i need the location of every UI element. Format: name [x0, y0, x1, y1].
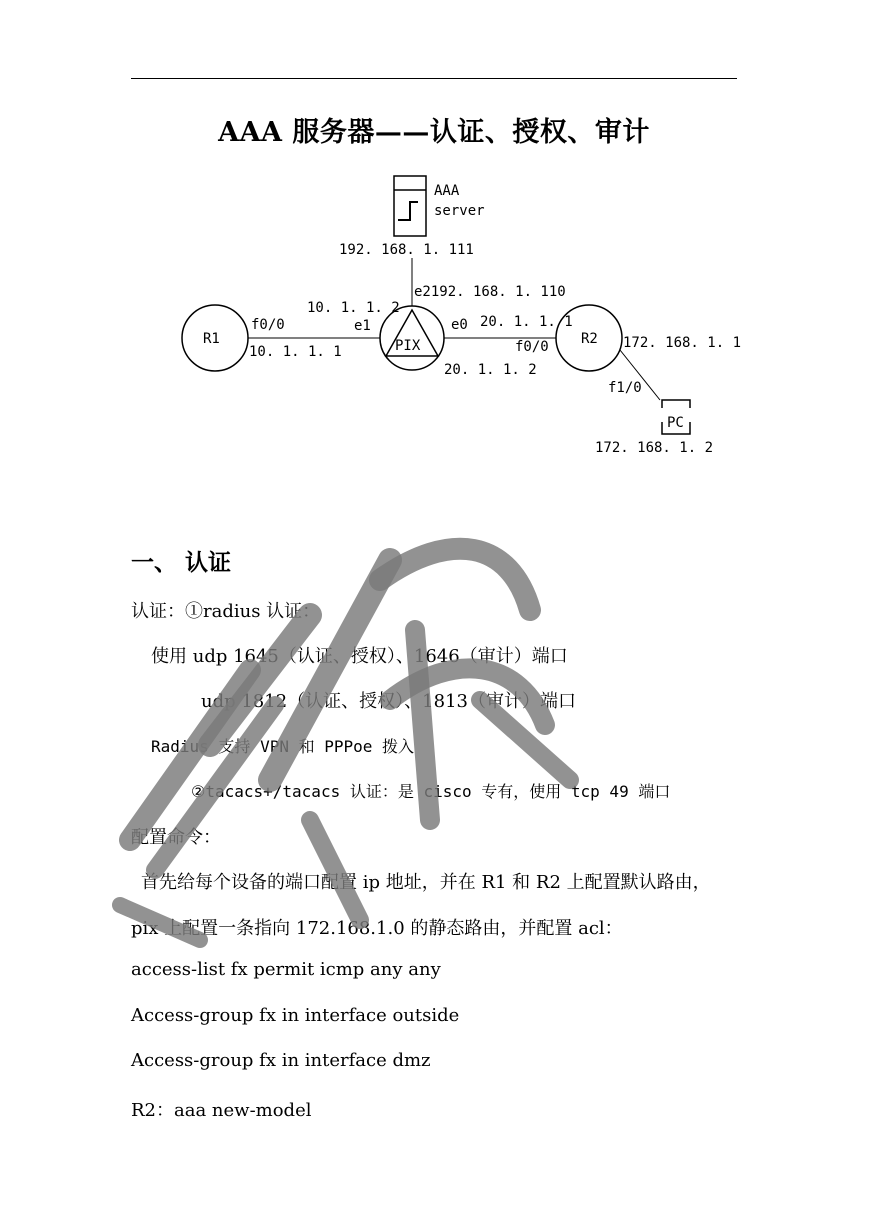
body-line-5: ②tacacs+/tacacs 认证：是 cisco 专有，使用 tcp 49 端口	[191, 782, 671, 801]
pix-e0-label: e0	[451, 317, 468, 333]
body-line-9: access-list fx permit icmp any any	[131, 959, 441, 980]
pix-e0-ip-label: 20. 1. 1. 2	[444, 362, 537, 378]
r2-f10-ip-label: 172. 168. 1. 1	[623, 335, 742, 351]
body-line-6: 配置命令：	[131, 827, 221, 848]
body-line-8: pix 上配置一条指向 172.168.1.0 的静态路由，并配置 acl：	[131, 918, 623, 939]
r1-port-label: f0/0	[251, 317, 285, 333]
body-line-3: udp 1812（认证、授权）、1813（审计）端口	[201, 691, 576, 712]
r2-f10-label: f1/0	[608, 380, 642, 396]
section-heading: 一、 认证	[131, 549, 232, 576]
pc-ip-label: 172. 168. 1. 2	[595, 440, 714, 456]
aaa-label-1: AAA	[434, 183, 460, 199]
pc-label: PC	[667, 415, 684, 431]
r1-label: R1	[203, 331, 220, 347]
page-title: AAA 服务器——认证、授权、审计	[218, 117, 650, 148]
aaa-server-icon	[394, 176, 426, 236]
body-line-10: Access-group fx in interface outside	[131, 1005, 460, 1026]
body-line-11: Access-group fx in interface dmz	[131, 1050, 431, 1071]
body-line-1: 认证：①radius 认证：	[131, 601, 321, 622]
r1-ip-label: 10. 1. 1. 1	[249, 344, 342, 360]
body-line-7: 首先给每个设备的端口配置 ip 地址，并在 R1 和 R2 上配置默认路由，	[141, 872, 711, 893]
pix-e1-label: e1	[354, 318, 371, 334]
aaa-ip-label: 192. 168. 1. 111	[339, 242, 474, 258]
r2-label: R2	[581, 331, 598, 347]
r2-f00-label: f0/0	[515, 339, 549, 355]
body-line-4: Radius 支持 VPN 和 PPPoe 拨入	[151, 737, 415, 756]
pix-e2-label: e2192. 168. 1. 110	[414, 284, 566, 300]
body-line-2: 使用 udp 1645（认证、授权）、1646（审计）端口	[151, 646, 568, 667]
r2-f00-ip-label: 20. 1. 1. 1	[480, 314, 573, 330]
body-line-12: R2：aaa new-model	[131, 1100, 312, 1121]
pix-label: PIX	[395, 338, 421, 354]
pix-e1-ip-label: 10. 1. 1. 2	[307, 300, 400, 316]
header-rule	[131, 78, 737, 79]
network-topology-diagram	[170, 168, 750, 468]
aaa-label-2: server	[434, 203, 485, 219]
